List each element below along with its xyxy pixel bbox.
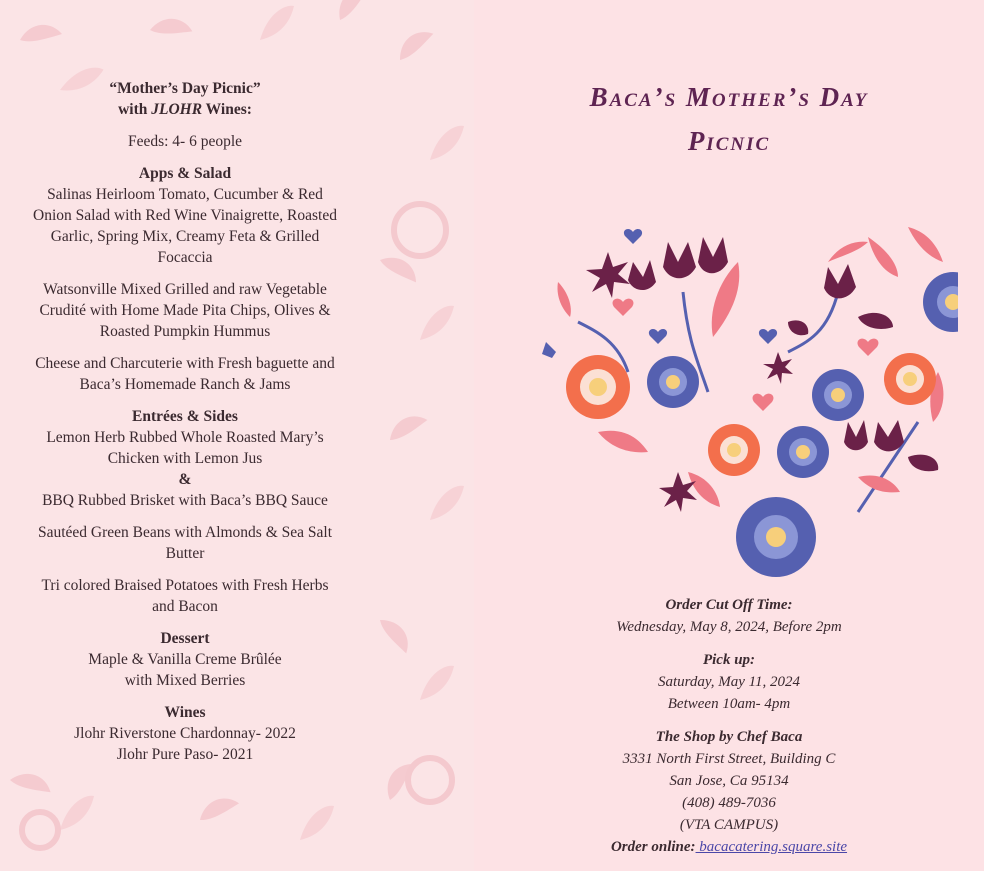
apps-item-2: Watsonville Mixed Grilled and raw Vegetable Crudité with Home Made Pita Chips, Olives & Roasted Pumpkin Hummus bbox=[39, 281, 331, 340]
cutoff-value: Wednesday, May 8, 2024, Before 2pm bbox=[616, 619, 842, 635]
wine-brand: JLOHR bbox=[151, 101, 203, 118]
side-item-2: Tri colored Braised Potatoes with Fresh Herbs and Bacon bbox=[41, 577, 329, 615]
order-info bbox=[474, 594, 984, 858]
entree-ampersand: & bbox=[178, 471, 192, 488]
apps-item-1: Salinas Heirloom Tomato, Cucumber & Red Onion Salad with Red Wine Vinaigrette, Roasted Garlic, Spring Mix, Creamy Feta & Grilled Focaccia bbox=[33, 186, 337, 266]
phone-number: (408) 489-7036 bbox=[682, 795, 776, 811]
entree-item-2: BBQ Rubbed Brisket with Baca’s BBQ Sauce bbox=[42, 492, 328, 509]
address-line-1: 3331 North First Street, Building C bbox=[622, 751, 836, 767]
flyer-title-line1: Baca’s Mother’s Day bbox=[589, 82, 869, 112]
dessert-item: Maple & Vanilla Creme Brûlée with Mixed Berries bbox=[88, 651, 282, 689]
address-line-2: San Jose, Ca 95134 bbox=[669, 773, 789, 789]
menu-title-line2: with JLOHR Wines: bbox=[118, 101, 252, 118]
blue-flowers-graphic bbox=[647, 272, 958, 577]
menu-panel bbox=[0, 0, 474, 871]
menu-content bbox=[0, 78, 370, 765]
pickup-label: Pick up: bbox=[702, 652, 756, 668]
wine-item-1: Jlohr Riverstone Chardonnay- 2022 bbox=[74, 725, 296, 742]
orange-flowers-graphic bbox=[566, 353, 936, 476]
side-item-1: Sautéed Green Beans with Almonds & Sea Salt Butter bbox=[37, 524, 333, 562]
apps-item-3: Cheese and Charcuterie with Fresh baguette and Baca’s Homemade Ranch & Jams bbox=[35, 355, 335, 393]
campus-note: (VTA CAMPUS) bbox=[679, 817, 779, 833]
heart-accents-graphic bbox=[542, 229, 777, 358]
pickup-date: Saturday, May 11, 2024 bbox=[657, 674, 801, 690]
order-online-label: Order online: bbox=[610, 839, 696, 855]
floral-heart-illustration bbox=[538, 222, 958, 592]
shop-name: The Shop by Chef Baca bbox=[655, 729, 803, 745]
apps-heading: Apps & Salad bbox=[138, 165, 232, 182]
feeds-text: Feeds: 4- 6 people bbox=[127, 133, 243, 150]
entree-item-1: Lemon Herb Rubbed Whole Roasted Mary’s Chicken with Lemon Jus bbox=[46, 429, 324, 467]
wines-heading: Wines bbox=[164, 704, 206, 721]
flyer-title-line2: Picnic bbox=[687, 126, 771, 156]
flyer-panel bbox=[474, 0, 984, 871]
order-online-line bbox=[474, 836, 984, 858]
cutoff-label: Order Cut Off Time: bbox=[665, 597, 793, 613]
wine-item-2: Jlohr Pure Paso- 2021 bbox=[116, 746, 254, 763]
menu-title-line1: “Mother’s Day Picnic” bbox=[109, 80, 261, 97]
entrees-heading: Entrées & Sides bbox=[132, 408, 238, 425]
order-online-link[interactable]: bacacatering.square.site bbox=[695, 839, 848, 855]
pickup-time: Between 10am- 4pm bbox=[667, 696, 791, 712]
dessert-heading: Dessert bbox=[160, 630, 210, 647]
